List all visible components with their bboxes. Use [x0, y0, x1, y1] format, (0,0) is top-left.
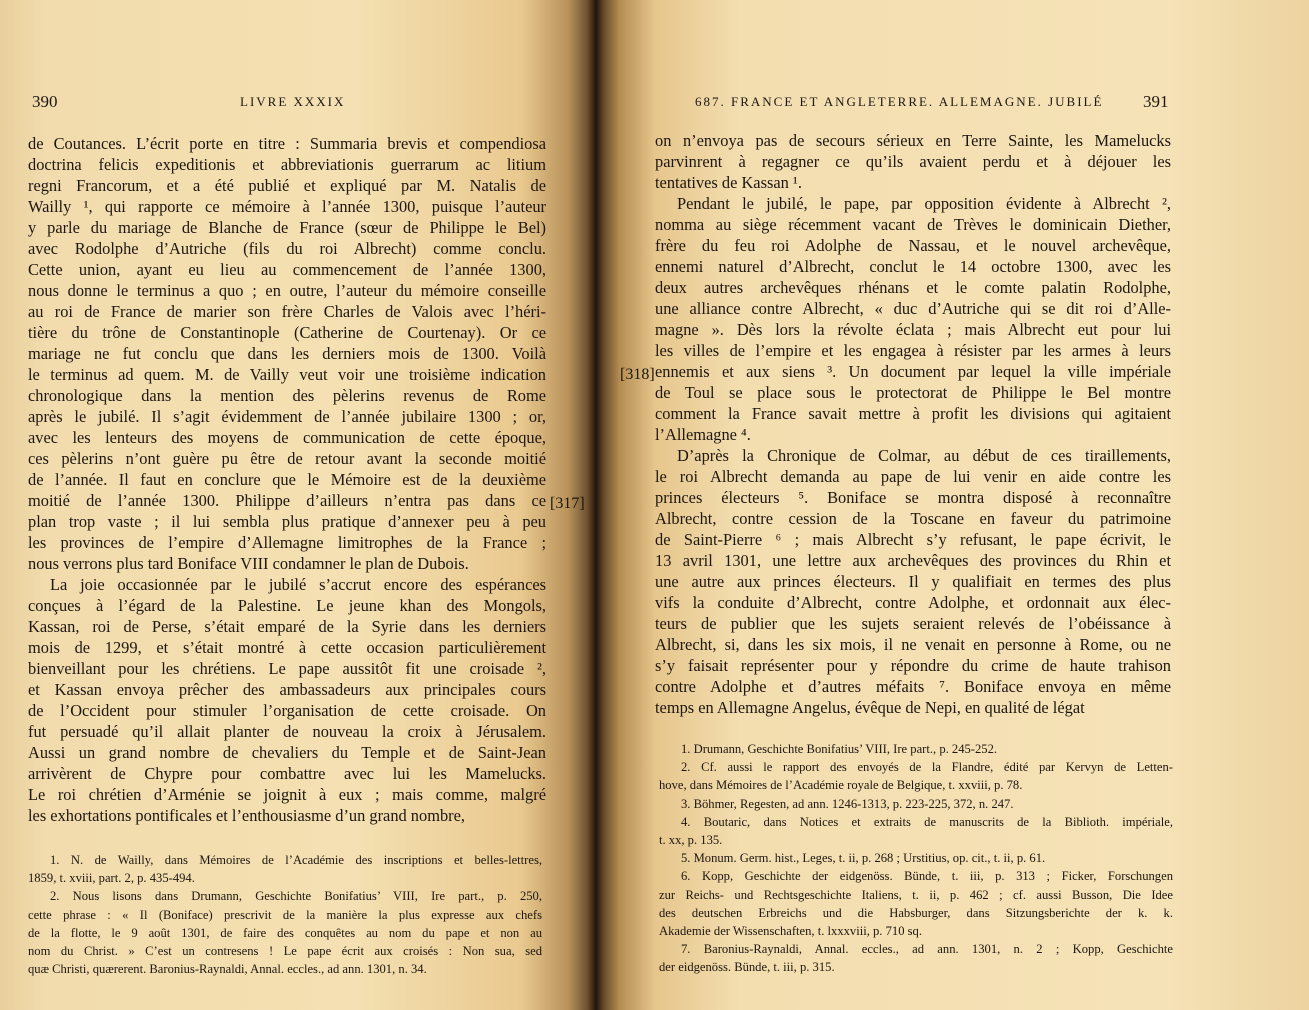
- footnotes: [659, 740, 1173, 976]
- text-line: de Saint-Pierre ⁶ ; mais Albrecht s’y refusant, le pape écrivit, le: [655, 530, 1171, 549]
- text-line: une alliance contre Albrecht, « duc d’Autriche qui se dit roi d’Alle-: [655, 299, 1171, 318]
- footnote-line: 2. Nous lisons dans Drumann, Geschichte Bonifatius’ VIII, Ire part., p. 250,: [50, 889, 542, 904]
- footnote-line: hove, dans Mémoires de l’Académie royale de Belgique, t. xxviii, p. 78.: [659, 778, 1023, 793]
- text-line: Albrecht, contre cession de la Toscane en faveur du patrimoine: [655, 509, 1171, 528]
- text-line: les exhortations pontificales et l’enthousiasme d’un grand nombre,: [28, 806, 465, 825]
- running-head: LIVRE XXXIX: [240, 94, 346, 109]
- text-line: teurs de publier que les sujets seraient relevés de l’obéissance à: [655, 614, 1171, 633]
- footnote-line: 3. Böhmer, Regesten, ad ann. 1246-1313, p. 223-225, 372, n. 247.: [681, 796, 1014, 811]
- footnote-line: de la flotte, le 9 août 1301, de faire des conquêtes au nom du pape et non au: [28, 925, 542, 940]
- text-line: Kassan, roi de Perse, s’était emparé de la Syrie dans les derniers: [28, 617, 546, 636]
- text-line: princes électeurs ⁵. Boniface se montra disposé à reconnaître: [655, 488, 1171, 507]
- text-line: magne ». Dès lors la révolte éclata ; mais Albrecht eut pour lui: [655, 320, 1171, 339]
- margin-marker: [318]: [620, 366, 655, 383]
- text-line: s’y faisait représenter pour y répondre du crime de haute trahison: [655, 656, 1171, 675]
- text-line: Cette union, ayant eu lieu au commencement de l’année 1300,: [28, 260, 546, 279]
- page-number: 390: [32, 92, 58, 111]
- text-line: une autre aux princes électeurs. Il y qualifiait en termes des plus: [655, 572, 1171, 591]
- text-line: temps en Allemagne Angelus, évêque de Nepi, en qualité de légat: [655, 698, 1085, 717]
- body-text: [28, 133, 546, 826]
- text-line: Le roi chrétien d’Arménie se joignit à eux ; mais comme, malgré: [28, 785, 546, 804]
- text-line: tentatives de Kassan ¹.: [655, 173, 802, 192]
- text-line: parvinrent à regagner ce qu’ils avaient perdu et à déjouer les: [655, 152, 1171, 171]
- footnote-line: 6. Kopp, Geschichte der eidgenöss. Bünde, t. iii, p. 313 ; Ficker, Forschungen: [681, 869, 1173, 884]
- text-line: bienveillant pour les chrétiens. Le pape aussitôt fit une croisade ²,: [28, 659, 546, 678]
- footnote-line: des deutschen Erbreichs und die Habsburger, dans Sitzungsberichte der k. k.: [659, 905, 1173, 920]
- text-line: 13 avril 1301, une lettre aux archevêques des provinces du Rhin et: [655, 551, 1171, 570]
- text-line: conçues à l’égard de la Palestine. Le jeune khan des Mongols,: [28, 596, 546, 615]
- text-line: Aussi un grand nombre de chevaliers du Temple et de Saint-Jean: [28, 743, 546, 762]
- footnote-line: 5. Monum. Germ. hist., Leges, t. ii, p. 268 ; Urstitius, op. cit., t. ii, p. 61.: [681, 851, 1046, 866]
- text-line: nous donne le terminus a quo ; en outre, l’auteur du mémoire conseille: [28, 281, 546, 300]
- text-line: avec les lenteurs des moyens de communication de cette époque,: [28, 428, 546, 447]
- footnote-line: nom du Christ. » C’est un contresens ! Le pape écrit aux croisés : Non sua, sed: [28, 943, 542, 958]
- text-line: vifs la conduite d’Albrecht, contre Adolphe, et ordonnait aux élec-: [655, 593, 1171, 612]
- text-line: doctrina felicis expeditionis et abbreviationis guerrarum ac litium: [28, 155, 546, 174]
- text-line: D’après la Chronique de Colmar, au début de ces tiraillements,: [677, 446, 1171, 465]
- text-line: le roi Albrecht demanda au pape de lui venir en aide contre les: [655, 467, 1171, 486]
- text-line: de l’année. Il faut en conclure que le Mémoire est de la deuxième: [28, 470, 546, 489]
- text-line: tière du trône de Constantinople (Catherine de Courtenay). Or ce: [28, 323, 546, 342]
- text-line: contre Adolphe et d’autres méfaits ⁷. Boniface envoya en même: [655, 677, 1171, 696]
- page-number: 391: [1143, 92, 1169, 111]
- text-line: les villes de l’empire et les engagea à résister par les armes à leurs: [655, 341, 1171, 360]
- text-line: on n’envoya pas de secours sérieux en Terre Sainte, les Mamelucks: [655, 131, 1171, 150]
- text-line: chronologique dans la mention des pèlerins revenus de Rome: [28, 386, 546, 405]
- text-line: et Kassan envoya prêcher des ambassadeurs aux principales cours: [28, 680, 546, 699]
- text-line: les provinces de l’empire d’Allemagne limitrophes de la France ;: [28, 533, 546, 552]
- text-line: fut persuadé qu’il allait planter de nouveau la croix à Jérusalem.: [28, 722, 546, 741]
- text-line: ennemis et aux siens ³. Un document par lequel la ville impériale: [655, 362, 1171, 381]
- text-line: nous verrons plus tard Boniface VIII condamner le plan de Dubois.: [28, 554, 469, 573]
- text-line: mariage ne fut conclu que dans les derniers mois de 1300. Voilà: [28, 344, 546, 363]
- text-line: deux autres archevêques rhénans et le comte palatin Rodolphe,: [655, 278, 1171, 297]
- text-line: de Toul se place sous le protectorat de Philippe le Bel montre: [655, 383, 1171, 402]
- footnotes: [28, 851, 542, 978]
- footnote-line: 1859, t. xviii, part. 2, p. 435-494.: [28, 871, 195, 886]
- text-line: après le jubilé. Il s’agit évidemment de l’année jubilaire 1300 ; or,: [28, 407, 546, 426]
- text-line: l’Allemagne ⁴.: [655, 425, 751, 444]
- footnote-line: Akademie der Wissenschaften, t. lxxxviii, p. 710 sq.: [659, 923, 922, 938]
- text-line: nomma au siège récemment vacant de Trèves le dominicain Diether,: [655, 215, 1171, 234]
- text-line: le terminus ad quem. M. de Vailly veut voir une troisième indication: [28, 365, 546, 384]
- margin-marker: [317]: [550, 495, 585, 512]
- footnote-line: 2. Cf. aussi le rapport des envoyés de la Flandre, édité par Kervyn de Letten-: [681, 760, 1173, 775]
- text-line: Albrecht, si, dans les six mois, il ne venait en personne à Rome, ou ne: [655, 635, 1171, 654]
- text-line: ces pèlerins n’ont guère pu être de retour avant la seconde moitié: [28, 449, 546, 468]
- text-line: arrivèrent de Chypre pour combattre avec lui les Mamelucks.: [28, 764, 546, 783]
- text-line: y parle du mariage de Blanche de France (sœur de Philippe le Bel): [28, 218, 546, 237]
- right-page: [598, 0, 1309, 1010]
- text-line: frère du feu roi Adolphe de Nassau, et le nouvel archevêque,: [655, 236, 1171, 255]
- footnote-line: 1. N. de Wailly, dans Mémoires de l’Académie des inscriptions et belles-lettres,: [50, 853, 542, 867]
- running-head: 687. FRANCE ET ANGLETERRE. ALLEMAGNE. JUBILÉ: [695, 94, 1104, 109]
- text-line: mois de 1299, et s’était montré à cette occasion particulièrement: [28, 638, 546, 657]
- text-line: avec Rodolphe d’Autriche (fils du roi Albrecht) comme conclu.: [28, 239, 546, 258]
- text-line: regni Francorum, et a été publié et expliqué par M. Natalis de: [28, 176, 546, 195]
- text-line: La joie occasionnée par le jubilé s’accrut encore des espérances: [50, 575, 546, 594]
- text-line: de l’Occident pour stimuler l’organisation de cette croisade. On: [28, 701, 546, 720]
- book-gutter: [588, 0, 604, 1010]
- body-text: [655, 130, 1171, 718]
- footnote-line: der eidgenöss. Bünde, t. iii, p. 315.: [659, 960, 835, 975]
- text-line: plan trop vaste ; il lui sembla plus pratique d’annexer peu à peu: [28, 512, 546, 531]
- text-line: moitié de l’année 1300. Philippe d’ailleurs n’entra pas dans ce: [28, 491, 546, 510]
- text-line: au roi de France de marier son frère Charles de Valois avec l’héri-: [28, 302, 546, 321]
- footnote-line: 7. Baronius-Raynaldi, Annal. eccles., ad ann. 1301, n. 2 ; Kopp, Geschichte: [681, 942, 1173, 957]
- footnote-line: quæ Christi, quærerent. Baronius-Raynaldi, Annal. eccles., ad ann. 1301, n. 34.: [28, 962, 427, 977]
- footnote-line: cette phrase : « Il (Boniface) prescrivit de la manière la plus expresse aux chefs: [28, 907, 542, 922]
- footnote-line: 1. Drumann, Geschichte Bonifatius’ VIII, Ire part., p. 245-252.: [681, 742, 998, 756]
- footnote-line: zur Reichs- und Rechtsgeschichte Italiens, t. ii, p. 462 ; cf. aussi Busson, Die Idee: [659, 887, 1173, 902]
- footnote-line: 4. Boutaric, dans Notices et extraits de manuscrits de la Biblioth. impériale,: [681, 814, 1173, 829]
- left-page: [0, 0, 592, 1010]
- text-line: Pendant le jubilé, le pape, par opposition évidente à Albrecht ²,: [677, 194, 1171, 213]
- text-line: ennemi naturel d’Albrecht, conclut le 14 octobre 1300, avec les: [655, 257, 1171, 276]
- text-line: de Coutances. L’écrit porte en titre : Summaria brevis et compendiosa: [28, 134, 546, 153]
- text-line: comment la France savait mettre à profit les divisions qui agitaient: [655, 404, 1171, 423]
- footnote-line: t. xx, p. 135.: [659, 832, 723, 847]
- text-line: Wailly ¹, qui rapporte ce mémoire à l’année 1300, puisque l’auteur: [28, 197, 546, 216]
